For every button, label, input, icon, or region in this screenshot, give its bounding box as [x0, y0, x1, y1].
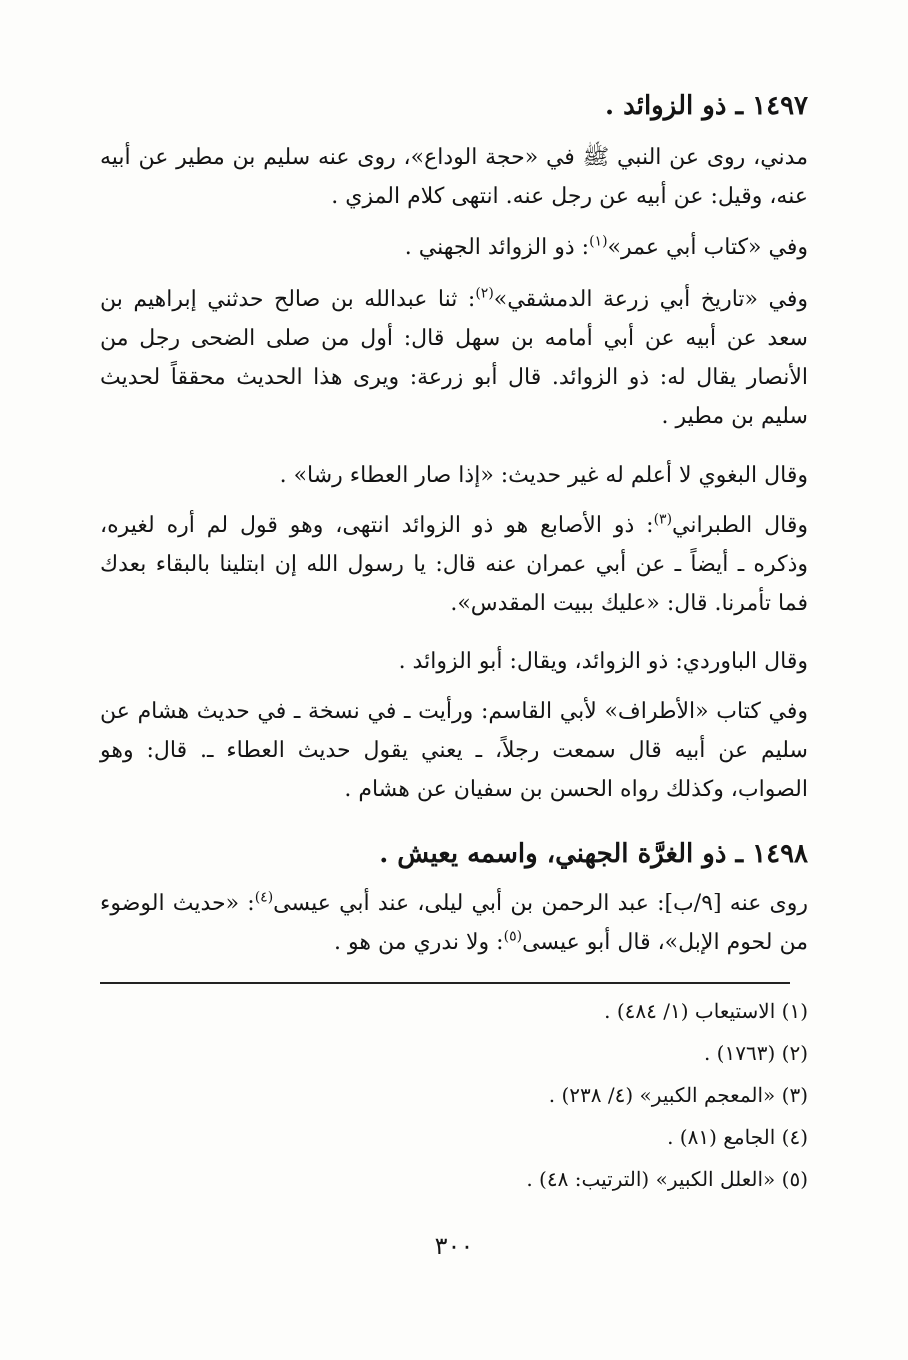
footnote-1: (١) الاستيعاب (١/ ٤٨٤) .	[604, 999, 808, 1023]
paragraph-text: : ثنا عبدالله بن صالح حدثني إبراهيم بن سعد عن أبيه عن أبي أمامه بن سهل قال: أول من صلى الضحى رجل من الأنصار يقال له: ذو الزوائد. قال أبو زرعة: ويرى هذا الحديث محققاً لحديث سليم بن مطير .	[100, 287, 808, 429]
paragraph-text: وفي «كتاب أبي عمر»	[607, 235, 808, 260]
footnote-ref-2: (٢)	[475, 285, 494, 302]
paragraph-text: : ذو الزوائد الجهني .	[404, 235, 590, 260]
entry-1497-paragraph-1: مدني، روى عن النبي ﷺ في «حجة الوداع»، روى عنه سليم بن مطير عن أبيه عنه، وقيل: عن أبيه عن رجل عنه. انتهى كلام المزي .	[100, 145, 808, 209]
footnote-5: (٥) «العلل الكبير» (الترتيب: ٤٨) .	[526, 1167, 808, 1191]
footnote-4: (٤) الجامع (٨١) .	[667, 1125, 808, 1149]
entry-1497-paragraph-6: وقال الباوردي: ذو الزوائد، ويقال: أبو الزوائد .	[398, 649, 808, 674]
paragraph-text: : ولا ندري من هو .	[334, 930, 504, 955]
entry-1497-paragraph-3	[100, 280, 808, 436]
entry-1497-heading: ١٤٩٧ ـ ذو الزوائد .	[604, 91, 808, 121]
paragraph-text: وفي «تاريخ أبي زرعة الدمشقي»	[493, 287, 808, 312]
entry-1497-paragraph-4: وقال البغوي لا أعلم له غير حديث: «إذا صار العطاء رشا» .	[279, 463, 808, 488]
footnote-2: (٢) (١٧٦٣) .	[703, 1041, 808, 1065]
page-number: ٣٠٠	[434, 1232, 474, 1260]
paragraph-text: وقال الطبراني	[672, 513, 808, 538]
entry-1498-paragraph-1	[100, 884, 808, 962]
footnote-ref-1: (١)	[589, 233, 608, 250]
entry-1497-paragraph-7: وفي كتاب «الأطراف» لأبي القاسم: ورأيت ـ في نسخة ـ في حديث هشام عن سليم عن أبيه قال سمعت رجلاً، ـ يعني يقول حديث العطاء ـ. قال: وهو الصواب، وكذلك رواه الحسن بن سفيان عن هشام .	[100, 699, 808, 802]
paragraph-text: : ذو الأصابع هو ذو الزوائد انتهى، وهو قول لم أره لغيره، وذكره ـ أيضاً ـ عن أبي عمران عنه قال: يا رسول الله إن ابتلينا بالبقاء بعدك فما تأمرنا. قال: «عليك ببيت المقدس».	[100, 513, 808, 616]
footnote-ref-3: (٣)	[653, 511, 673, 528]
paragraph-text: : «حديث الوضوء من لحوم الإبل»، قال أبو عيسى	[100, 891, 808, 955]
footnote-ref-4: (٤)	[254, 889, 274, 906]
footnote-divider	[100, 982, 790, 984]
entry-1498-heading: ١٤٩٨ ـ ذو الغرَّة الجهني، واسمه يعيش .	[379, 839, 808, 869]
paragraph-text: روى عنه [٩/ب]: عبد الرحمن بن أبي ليلى، عند أبي عيسى	[273, 891, 808, 916]
footnote-3: (٣) «المعجم الكبير» (٤/ ٢٣٨) .	[548, 1083, 808, 1107]
entry-1497-paragraph-2	[100, 228, 808, 267]
entry-1497-paragraph-5	[100, 506, 808, 623]
footnote-ref-5: (٥)	[503, 928, 523, 945]
